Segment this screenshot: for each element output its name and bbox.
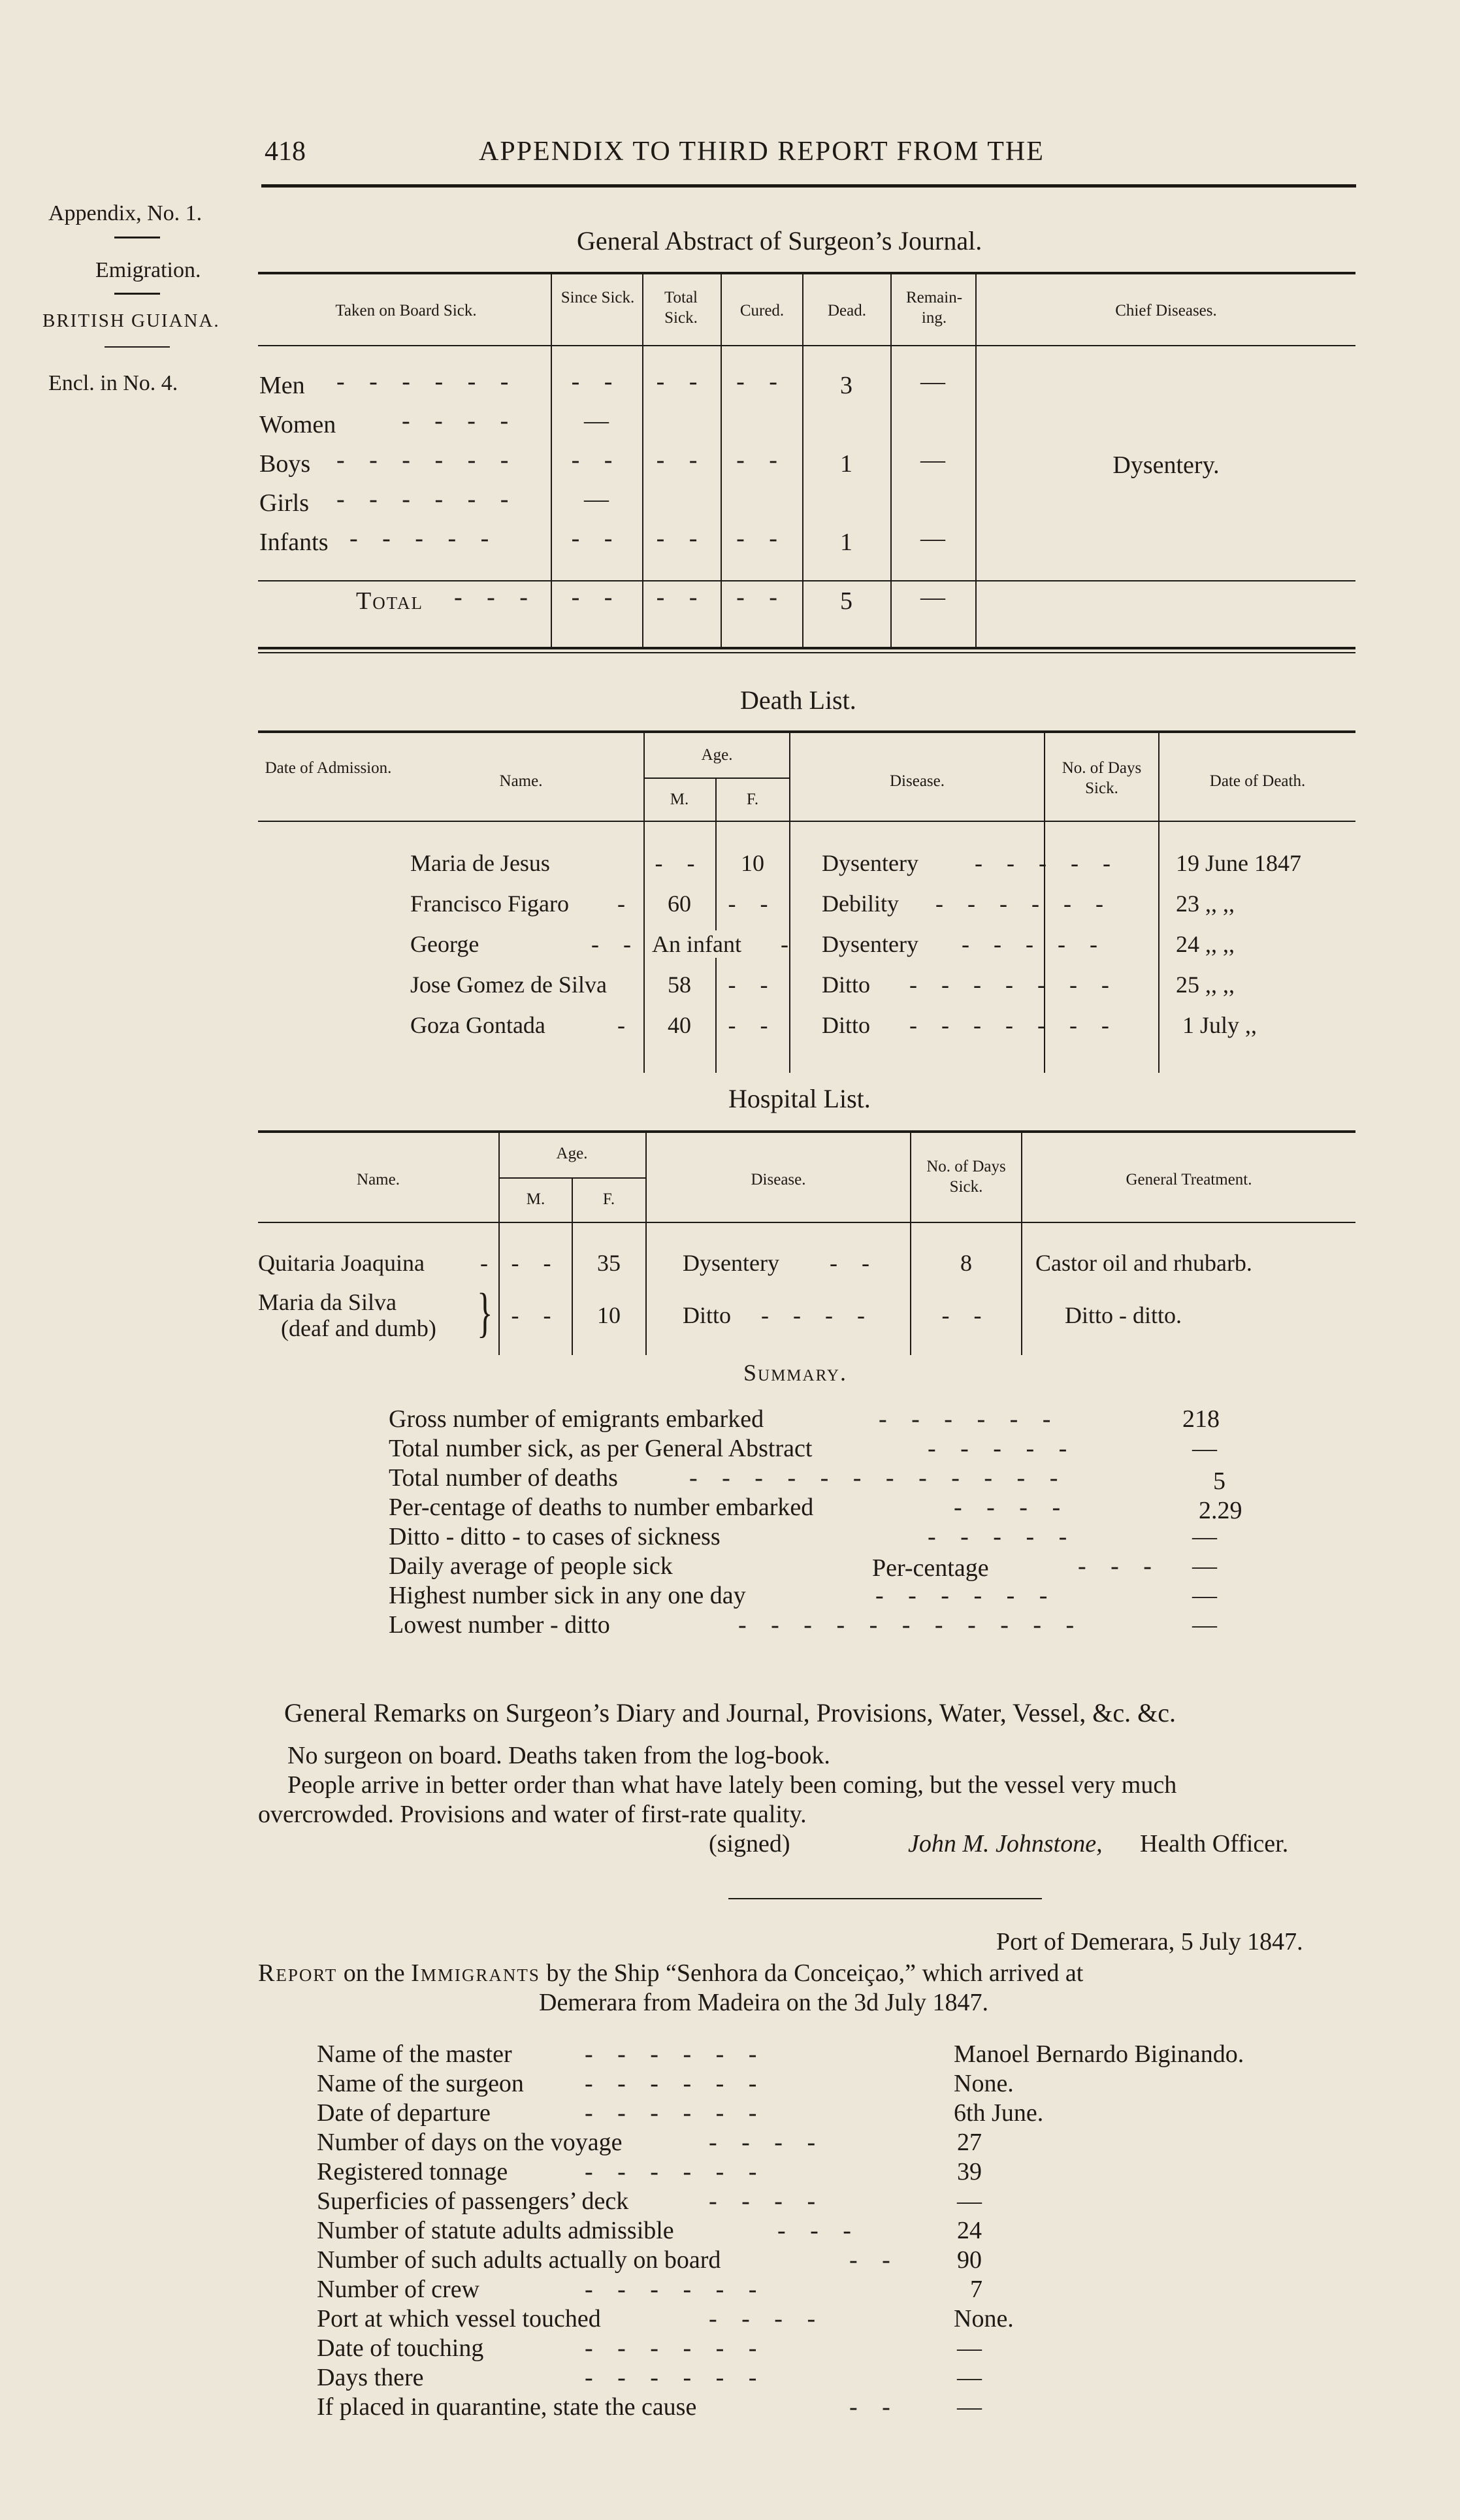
margin-rule: [105, 346, 170, 348]
remarks-line-2: People arrive in better order than what have lately been coming, but the vessel very much: [287, 1771, 1177, 1799]
hosp-col-name: Name.: [357, 1171, 400, 1188]
header-rule: [261, 184, 1356, 188]
remarks-title: General Remarks on Surgeon’s Diary and Journal, Provisions, Water, Vessel, &c. &c.: [284, 1698, 1176, 1727]
col-age: Age.: [701, 746, 733, 764]
brace-icon: }: [477, 1283, 493, 1343]
col-days-sick: No. of Days Sick.: [1062, 759, 1142, 797]
col-m: M.: [670, 791, 689, 808]
signatory-name: John M. Johnstone,: [908, 1830, 1103, 1857]
page-number: 418: [265, 137, 306, 167]
col-total-sick: Total Sick.: [664, 289, 698, 327]
hosp-col-days: No. of Days Sick.: [926, 1158, 1006, 1196]
margin-appendix: Appendix, No. 1.: [48, 201, 203, 225]
col-f: F.: [746, 791, 759, 808]
col-date-death: Date of Death.: [1209, 772, 1306, 790]
margin-rule: [114, 293, 160, 295]
hosp-col-disease: Disease.: [751, 1171, 806, 1188]
col-since-sick: Since Sick.: [560, 289, 635, 306]
report-place-date: Port of Demerara, 5 July 1847.: [996, 1928, 1303, 1955]
col-name: Name.: [499, 772, 543, 790]
hosp-col-treatment: General Treatment.: [1126, 1171, 1252, 1188]
remarks-line-1: No surgeon on board. Deaths taken from the log-book.: [287, 1742, 830, 1769]
margin-colony: BRITISH GUIANA.: [42, 310, 220, 331]
col-remaining: Remain- ing.: [905, 289, 963, 327]
hosp-col-f: F.: [602, 1190, 615, 1208]
margin-emigration: Emigration.: [95, 258, 201, 282]
remarks-line-3: overcrowded. Provisions and water of first-rate quality.: [258, 1801, 807, 1828]
col-disease: Disease.: [890, 772, 945, 790]
margin-enclosure: Encl. in No. 4.: [48, 371, 178, 395]
summary-title: Summary.: [743, 1360, 847, 1386]
col-taken-on-board: Taken on Board Sick.: [335, 302, 477, 319]
signatory-title: Health Officer.: [1140, 1830, 1289, 1857]
hospital-list-title: Hospital List.: [728, 1084, 871, 1113]
col-dead: Dead.: [828, 302, 866, 319]
col-cured: Cured.: [739, 302, 785, 319]
col-date-admission: Date of Admission.: [265, 759, 392, 777]
col-chief-diseases: Chief Diseases.: [1115, 302, 1217, 319]
signed-label: (signed): [709, 1830, 790, 1857]
margin-rule: [114, 237, 160, 238]
chief-disease: Dysentery.: [1112, 451, 1220, 479]
running-title: APPENDIX TO THIRD REPORT FROM THE: [479, 137, 1045, 167]
hosp-col-m: M.: [526, 1190, 545, 1208]
death-list-title: Death List.: [740, 685, 856, 715]
section-divider: [728, 1898, 1042, 1899]
hosp-col-age: Age.: [556, 1145, 588, 1162]
abstract-title: General Abstract of Surgeon’s Journal.: [577, 226, 982, 255]
